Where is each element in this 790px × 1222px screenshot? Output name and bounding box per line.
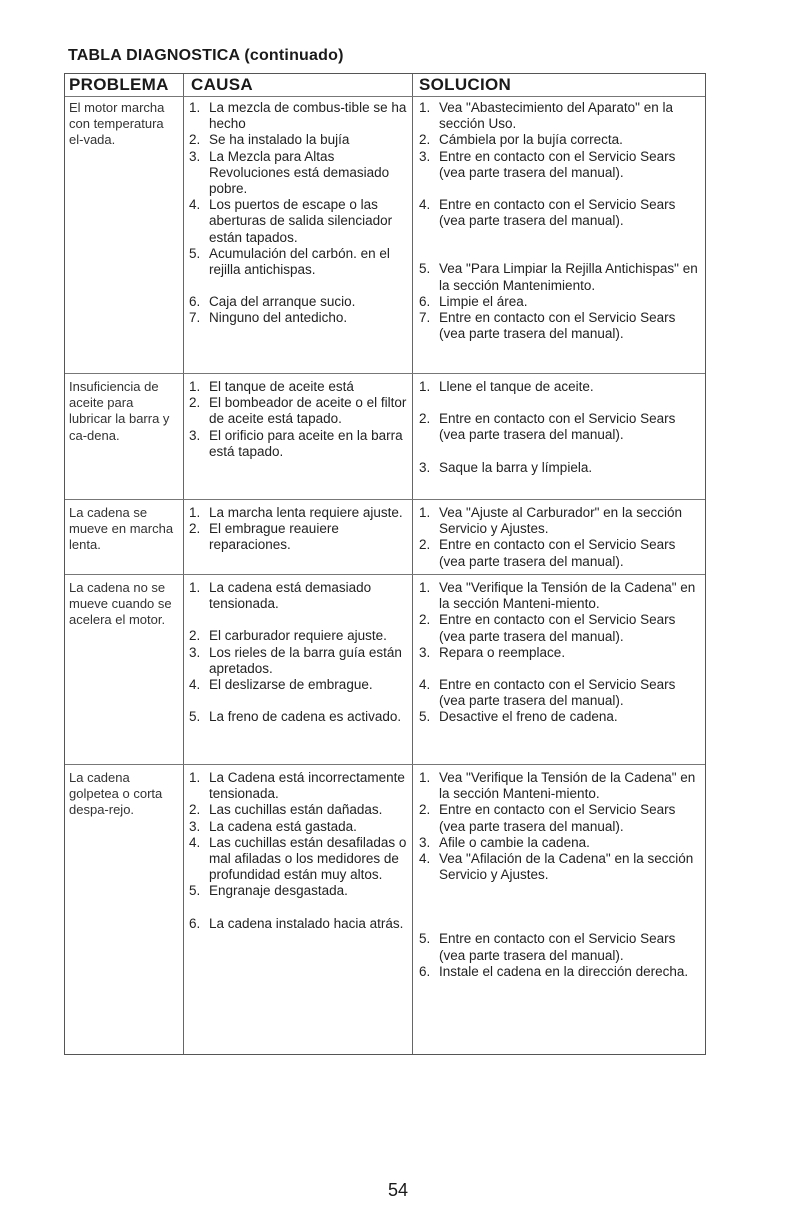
causa-item: 6. Caja del arranque sucio. xyxy=(189,294,356,310)
causa-list xyxy=(189,100,407,327)
solucion-item: 1. Llene el tanque de aceite. xyxy=(419,379,594,394)
solucion-item: 5. Desactive el freno de cadena. xyxy=(419,709,618,725)
causa-item: 2. El embrague reauiere reparaciones. xyxy=(189,521,339,553)
solucion-item: 3. Repara o reemplace. xyxy=(419,644,566,660)
causa-item: 2. El carburador requiere ajuste. xyxy=(189,628,387,644)
causa-item: 2. Las cuchillas están dañadas. xyxy=(189,802,383,818)
solucion-list xyxy=(419,770,704,980)
solucion-item: 2. Entre en contacto con el Servicio Sears (vea parte trasera del manual). xyxy=(419,802,676,834)
solucion-list xyxy=(419,100,704,342)
page-number: 54 xyxy=(388,1180,409,1200)
solucion-item: 3. Saque la barra y límpiela. xyxy=(419,459,593,475)
solucion-item: 2. Entre en contacto con el Servicio Sears (vea parte trasera del manual). xyxy=(419,537,676,569)
solucion-item: 2. Entre en contacto con el Servicio Sears (vea parte trasera del manual). xyxy=(419,612,676,644)
header-problema: PROBLEMA xyxy=(69,75,169,94)
causa-item: 4. Los puertos de escape o las aberturas de salida silenciador están tapados. xyxy=(189,197,393,245)
causa-item: 5. Acumulación del carbón. en el rejilla antichispas. xyxy=(189,245,390,278)
solucion-item: 6. Limpie el área. xyxy=(419,293,528,309)
causa-item: 1. El tanque de aceite está xyxy=(189,379,354,394)
row-divider xyxy=(65,499,705,500)
solucion-item: 2. Cámbiela por la bujía correcta. xyxy=(419,132,623,148)
row-divider xyxy=(65,96,705,97)
problema-cell: La cadena se mueve en marcha lenta. xyxy=(69,505,174,553)
solucion-list xyxy=(419,505,704,570)
causa-item: 4. Las cuchillas están desafiladas o mal afiladas o los medidores de profundidad están muy altos. xyxy=(189,834,407,883)
solucion-item: 4. Vea "Afilación de la Cadena" en la sección Servicio y Ajustes. xyxy=(419,851,694,883)
causa-item: 6. La cadena instalado hacia atrás. xyxy=(189,915,404,931)
causa-item: 1. La Cadena está incorrectamente tensionada. xyxy=(189,770,405,802)
causa-item: 3. Los rieles de la barra guía están apretados. xyxy=(189,644,402,676)
causa-list xyxy=(189,770,407,932)
solucion-item: 1. Vea "Ajuste al Carburador" en la sección Servicio y Ajustes. xyxy=(419,505,682,537)
causa-list xyxy=(189,505,407,554)
causa-item: 2. Se ha instalado la bujía xyxy=(189,132,350,148)
header-solucion: SOLUCION xyxy=(419,75,512,94)
causa-list xyxy=(189,379,407,460)
causa-item: 5. Engranaje desgastada. xyxy=(189,883,348,899)
problema-cell: Insuficiencia de aceite para lubricar la barra y ca-dena. xyxy=(69,379,170,443)
solucion-item: 1. Vea "Abastecimiento del Aparato" en la sección Uso. xyxy=(419,100,673,132)
problema-cell: El motor marcha con temperatura el-vada. xyxy=(69,100,165,148)
solucion-item: 4. Entre en contacto con el Servicio Sears (vea parte trasera del manual). xyxy=(419,677,676,709)
causa-list xyxy=(189,580,407,725)
solucion-item: 2. Entre en contacto con el Servicio Sears (vea parte trasera del manual). xyxy=(419,411,676,443)
solucion-item: 4. Entre en contacto con el Servicio Sears (vea parte trasera del manual). xyxy=(419,197,676,229)
solucion-item: 3. Entre en contacto con el Servicio Sears (vea parte trasera del manual). xyxy=(419,148,676,180)
solucion-item: 6. Instale el cadena en la dirección derecha. xyxy=(419,963,689,979)
column-divider xyxy=(183,74,184,1054)
row-divider xyxy=(65,764,705,765)
solucion-item: 1. Vea "Verifique la Tensión de la Cadena" en la sección Manteni-miento. xyxy=(419,770,696,802)
causa-item: 1. La marcha lenta requiere ajuste. xyxy=(189,505,403,520)
problema-cell: La cadena golpetea o corta despa-rejo. xyxy=(69,770,163,818)
column-divider xyxy=(412,74,413,1054)
causa-item: 3. La Mezcla para Altas Revoluciones está demasiado pobre. xyxy=(189,148,390,197)
solucion-item: 5. Entre en contacto con el Servicio Sears (vea parte trasera del manual). xyxy=(419,931,676,963)
header-causa: CAUSA xyxy=(191,75,253,94)
causa-item: 1. La cadena está demasiado tensionada. xyxy=(189,580,372,612)
problema-cell: La cadena no se mueve cuando se acelera el motor. xyxy=(69,580,172,628)
solucion-item: 1. Vea "Verifique la Tensión de la Cadena" en la sección Manteni-miento. xyxy=(419,580,696,612)
solucion-item: 5. Vea "Para Limpiar la Rejilla Antichispas" en la sección Mantenimiento. xyxy=(419,261,698,293)
causa-item: 3. La cadena está gastada. xyxy=(189,818,357,834)
causa-item: 5. La freno de cadena es activado. xyxy=(189,709,402,725)
row-divider xyxy=(65,574,705,575)
causa-item: 7. Ninguno del antedicho. xyxy=(189,310,348,326)
causa-item: 1. La mezcla de combus-tible se ha hecho xyxy=(189,100,407,132)
page-title: TABLA DIAGNOSTICA (continuado) xyxy=(68,47,344,64)
causa-item: 2. El bombeador de aceite o el filtor de aceite está tapado. xyxy=(189,395,407,427)
solucion-list xyxy=(419,379,704,476)
causa-item: 3. El orificio para aceite en la barra está tapado. xyxy=(189,427,403,459)
solucion-item: 3. Afile o cambie la cadena. xyxy=(419,834,590,850)
solucion-item: 7. Entre en contacto con el Servicio Sears (vea parte trasera del manual). xyxy=(419,310,676,342)
solucion-list xyxy=(419,580,704,726)
diagnostic-table xyxy=(64,73,706,1055)
causa-item: 4. El deslizarse de embrague. xyxy=(189,677,373,693)
row-divider xyxy=(65,373,705,374)
